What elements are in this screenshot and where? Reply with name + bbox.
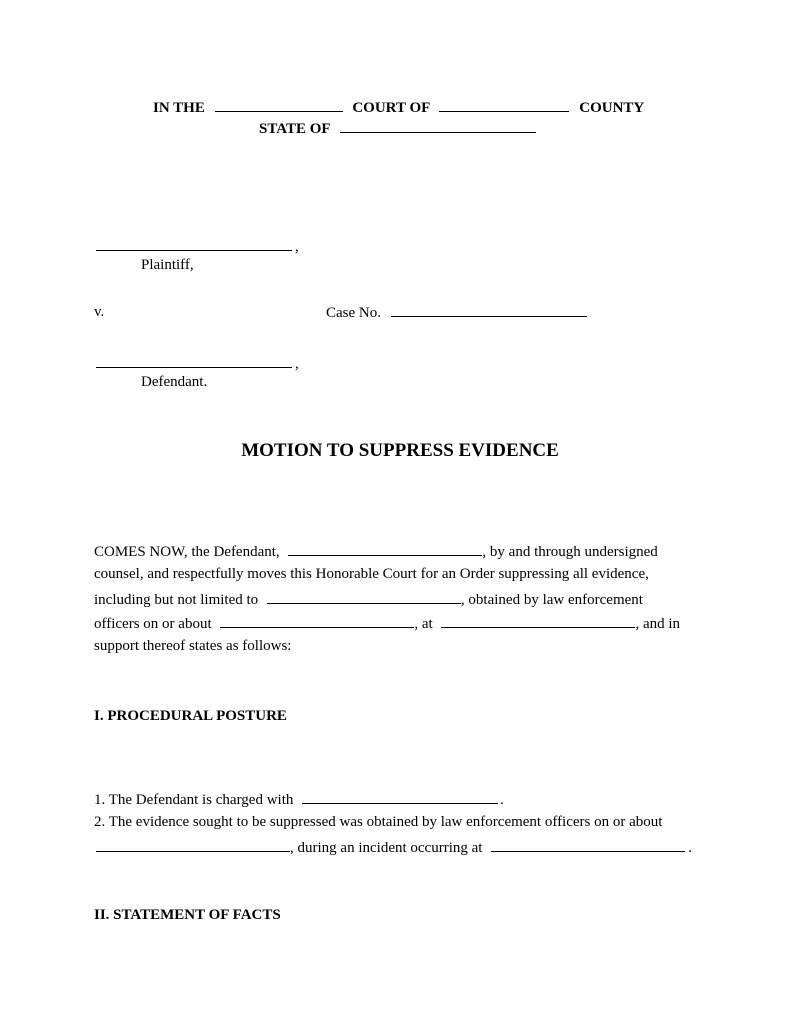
charge-field[interactable] xyxy=(302,789,498,804)
intro-text-4c: , and in xyxy=(635,616,681,632)
caption-county: COUNTY xyxy=(579,100,645,116)
intro-line-3 xyxy=(94,589,643,609)
section-2-heading: II. STATEMENT OF FACTS xyxy=(94,907,281,923)
intro-line-4 xyxy=(94,613,680,633)
evidence-description-field[interactable] xyxy=(267,589,461,604)
caption-line-1 xyxy=(153,97,644,117)
intro-text-1b: , by and through undersigned xyxy=(482,544,658,560)
case-number-blank[interactable] xyxy=(391,302,587,317)
defendant-name-blank[interactable] xyxy=(96,353,292,368)
caption-line-2 xyxy=(259,118,536,138)
caption-in-the: IN THE xyxy=(153,100,205,116)
item-1-text: 1. The Defendant is charged with xyxy=(94,792,294,808)
intro-line-5: support thereof states as follows: xyxy=(94,638,292,654)
defendant-comma: , xyxy=(295,356,299,372)
versus-label: v. xyxy=(94,304,105,320)
item-2-text-b: , during an incident occurring at xyxy=(290,840,483,856)
section-1-heading: I. PROCEDURAL POSTURE xyxy=(94,708,287,724)
intro-text-4b: , at xyxy=(414,616,433,632)
intro-line-2: counsel, and respectfully moves this Honorable Court for an Order suppressing all evidence, xyxy=(94,566,649,582)
document-title: MOTION TO SUPPRESS EVIDENCE xyxy=(241,440,559,461)
section-1-item-2-cont xyxy=(96,837,692,857)
intro-text-3b: , obtained by law enforcement xyxy=(460,592,643,608)
case-number-line xyxy=(326,302,587,322)
incident-location-field[interactable] xyxy=(491,837,685,852)
defendant-name-line xyxy=(96,353,299,373)
plaintiff-name-blank[interactable] xyxy=(96,236,292,251)
intro-text-3a: including but not limited to xyxy=(94,592,259,608)
caption-state-of: STATE OF xyxy=(259,121,330,137)
date-field[interactable] xyxy=(220,613,414,628)
intro-text-4a: officers on or about xyxy=(94,616,212,632)
plaintiff-name-line xyxy=(96,236,299,256)
plaintiff-label: Plaintiff, xyxy=(141,257,194,273)
defendant-label: Defendant. xyxy=(141,374,208,390)
intro-text-1a: COMES NOW, the Defendant, xyxy=(94,544,280,560)
plaintiff-comma: , xyxy=(295,239,299,255)
item-2-period: . xyxy=(688,840,692,856)
item-1-period: . xyxy=(500,792,504,808)
incident-date-field[interactable] xyxy=(96,837,290,852)
county-name-blank[interactable] xyxy=(439,97,569,112)
caption-court-of: COURT OF xyxy=(352,100,430,116)
location-field[interactable] xyxy=(441,613,635,628)
defendant-name-field[interactable] xyxy=(288,541,482,556)
case-no-label: Case No. xyxy=(326,305,381,321)
court-name-blank[interactable] xyxy=(215,97,343,112)
intro-line-1 xyxy=(94,541,658,561)
section-1-item-1 xyxy=(94,789,504,809)
section-1-item-2: 2. The evidence sought to be suppressed was obtained by law enforcement officers on or about xyxy=(94,814,663,830)
state-name-blank[interactable] xyxy=(340,118,536,133)
